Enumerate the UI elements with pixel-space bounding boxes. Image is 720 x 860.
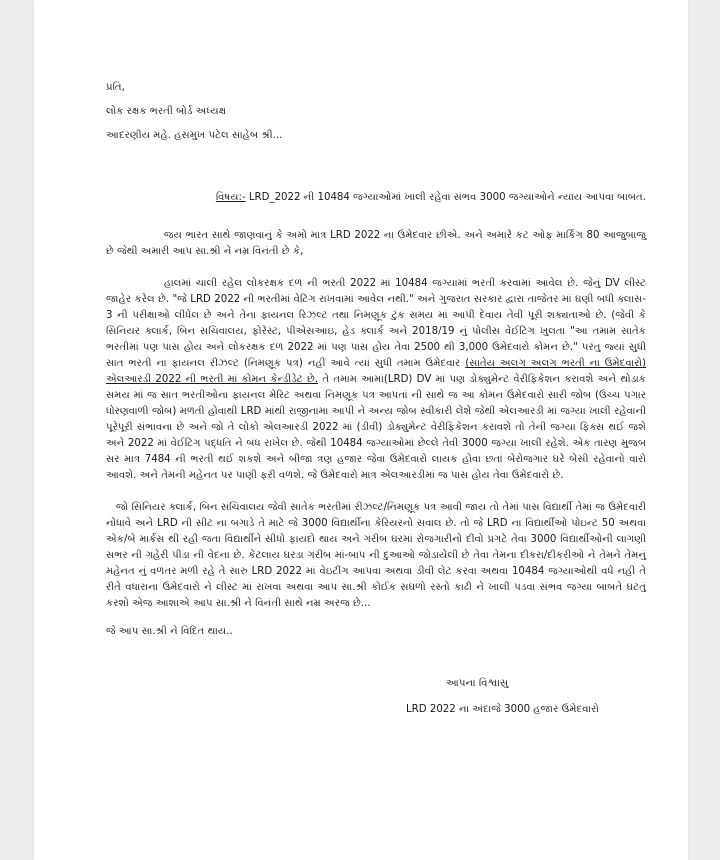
subject-label: વિષય:-	[215, 192, 246, 204]
letter-body	[106, 80, 646, 736]
recipient-name: આદરણીય મહે. હસમુખ પટેલ સાહેબ શ્રી...	[106, 130, 283, 141]
intro-paragraph: જય ભારત સાથે જાણવાનું કે અમો માત્ર LRD 2022 ના ઉમેદવાર છીએ. અને અમારે કટ ઓફ માર્કિંગ 80 આજુબાજુ છે જેથી અમારી આપ સા.શ્રી ને નમ્ર વિનંતી છે કે,	[106, 230, 646, 258]
signature-line-2: LRD 2022 ના અંદાજે 3000 હજાર ઉમેદવારો	[406, 704, 599, 716]
signature-line-1: આપના વિશ્વાસુ	[446, 678, 509, 690]
body-paragraph-1-underline-2: એલઆરડી 2022 ની ભરતી માં કોમન કેન્ડીડેટ છે.	[106, 374, 319, 386]
body-paragraph-1	[106, 276, 646, 484]
salutation-prati: પ્રતિ,	[106, 82, 125, 93]
body-paragraph-1-part3: તે તમામ આમાં(LRD) DV માં પણ ડોક્યુમેન્ટ વેરીફિકેશન કરાવશે અને થોડાક સમય માં જ સાત ભરતીઓના ફાયનલ મેરિટ અથવા નિમણૂક પત્ર આપતાં ની સાથે જ આ કોમન ઉમેદવારો સારી જોબ (ઉચ્ચ પગાર ધોરણવાળી જોબ) મળતી હોવાથી LRD માંથી રાજીનામા આપી ને અન્ય જોબ સ્વીકારી લેશે જેથી એલઆરડી માં જગ્યા ખાલી રહેવાની પૂરેપૂરી સંભાવના છે અને જો તે લોકો એલઆરડી 2022 માં (ડીવી) ડોક્યુમેન્ટ વેરીફિકેશન કરાવશે તો તેની જગ્યા ફિક્સ થઈ જશે અને 2022 માં વેઈટિંગ પદ્ધતિ ને બંધ રાખેલ છે. જેથી 10484 જગ્યાઓમાં છેલ્લે તેવી 3000 જગ્યા ખાલી રહેશે. એક તારણ મુજબ સર માત્ર 7484 ની ભરતી થઈ શકશે અને બીજા ત્રણ હજાર જેવા ઉમેદવારો લાયક હોવા છતાં બેરોજગાર ઘરે બેસી રહેવાનો વારો આવશે. અને તેમની મહેનત પર પાણી ફરી વળશે. જે ઉમેદવારો માત્ર એલઆરડીમાં જ પાસ હોય તેવા ઉમેદવારો છે.	[106, 374, 646, 482]
signature-block	[106, 676, 646, 736]
recipient-title: લોક રક્ષક ભરતી બોર્ડ અધ્યક્ષ	[106, 106, 227, 117]
letter-page	[34, 0, 688, 860]
subject-text: LRD_2022 ની 10484 જગ્યાઓમાં ખાલી રહેવા સંભવ 3000 જગ્યાઓને ન્યાય આપવા બાબત.	[245, 192, 646, 204]
subject-line	[106, 190, 646, 206]
body-paragraph-2: જો સિનિયર ક્લાર્ક, બિન સચિવાલય જેવી સાતેક ભરતીમાં રીઝલ્ટ/નિમણૂક પત્ર આવી જાય તો તેમાં પાસ વિદ્યાર્થી તેમાં જ ઉમેદવારી નોંધાવે અને LRD ની સીટ ના બગાડે તે માટે જે 3000 વિદ્યાર્થીના કેરિયરનો સવાલ છે. તો જે LRD ના વિદ્યાર્થીઓ પોઇન્ટ 50 અથવા એક/બે માર્કસ થી રહી જતા વિદ્યાર્થીને સીધો ફાયદો થાય અને ગરીબ ઘરમાં રોજગારીનો દીવો પ્રગટે તેવા 3000 વિદ્યાર્થીઓની લાગણી સભર ની ગહેરી પીડા ની વેદના છે. કેટલાય ઘરડા ગરીબ માં-બાપ ની દુઆઓ જોડાયેલી છે તેવા તેમના દીકરા/દીકરીઓ ને તેમને તેમનું મહેનત નું વળતર મળી રહે તે સારુ LRD 2022 માં વેઇટીંગ આપવા અથવા ડીવી લેટ કરવા અથવા 10484 જગ્યાઓથી વધે નહી તે રીતે વધારાના ઉમેદવારો ને લીસ્ટ માં રાખવા અથવા આપ સા.શ્રી કોઈક સઘળો રસ્તો કાઢી ને ખાલી પડવા સંભવ જગ્યા બાબતે ઘટતું કરશો એજ આશાએ આપ સા.શ્રી ને વિનંતી સાથે નમ્ર અરજ છે...	[106, 502, 646, 610]
body-paragraph-1-part1: હાલમાં ચાલી રહેલ લોકરક્ષક દળ ની ભરતી 2022 માં 10484 જગ્યામાં ભરતી કરવામાં આવેલ છે. જેનું DV લીસ્ટ જાહેર કરેલ છે. "જે LRD 2022 ની ભરતીમાં વેટિંગ રાખવામાં આવેલ નથી." અને ગુજરાત સરકાર દ્વારા તાજેતર માં ઘણી બધી ક્લાસ- 3 ની પરીક્ષાઓ લીધેલ છે અને તેના ફાયનલ રિઝલ્ટ તથા નિમણૂક ટુંક સમય માં આપી દેવાય તેવી પૂરી શક્યતાઓ છે. (જેવી કે સિનિયર ક્લાર્ક, બિન સચિવાલય, ફોરેસ્ટ, પીએસઆઇ, હેડ ક્લાર્ક અને 2018/19 નું પોલીસ વેઈટિંગ ખુલતા "આ તમામ સાતેક ભરતીમાં પણ પાસ હોય અને લોકરક્ષક દળ 2022 માં પણ પાસ હોય તેવા 2500 થી 3,000 ઉમેદવારો કોમન છે." પરંતુ જ્યાં સુધી સાત ભરતી ના ફાયનલ રીઝલ્ટ (નિમણૂક પત્ર) નહીં આવે ત્યાં સુધી તમામ ઉમેદવાર	[106, 278, 646, 370]
closing-line: જે આપ સા.શ્રી ને વિદિત થાય..	[106, 626, 233, 638]
body-paragraph-1-underline-1: (સાતેય અલગ અલગ ભરતી ના ઉમેદવારો)	[465, 358, 647, 370]
